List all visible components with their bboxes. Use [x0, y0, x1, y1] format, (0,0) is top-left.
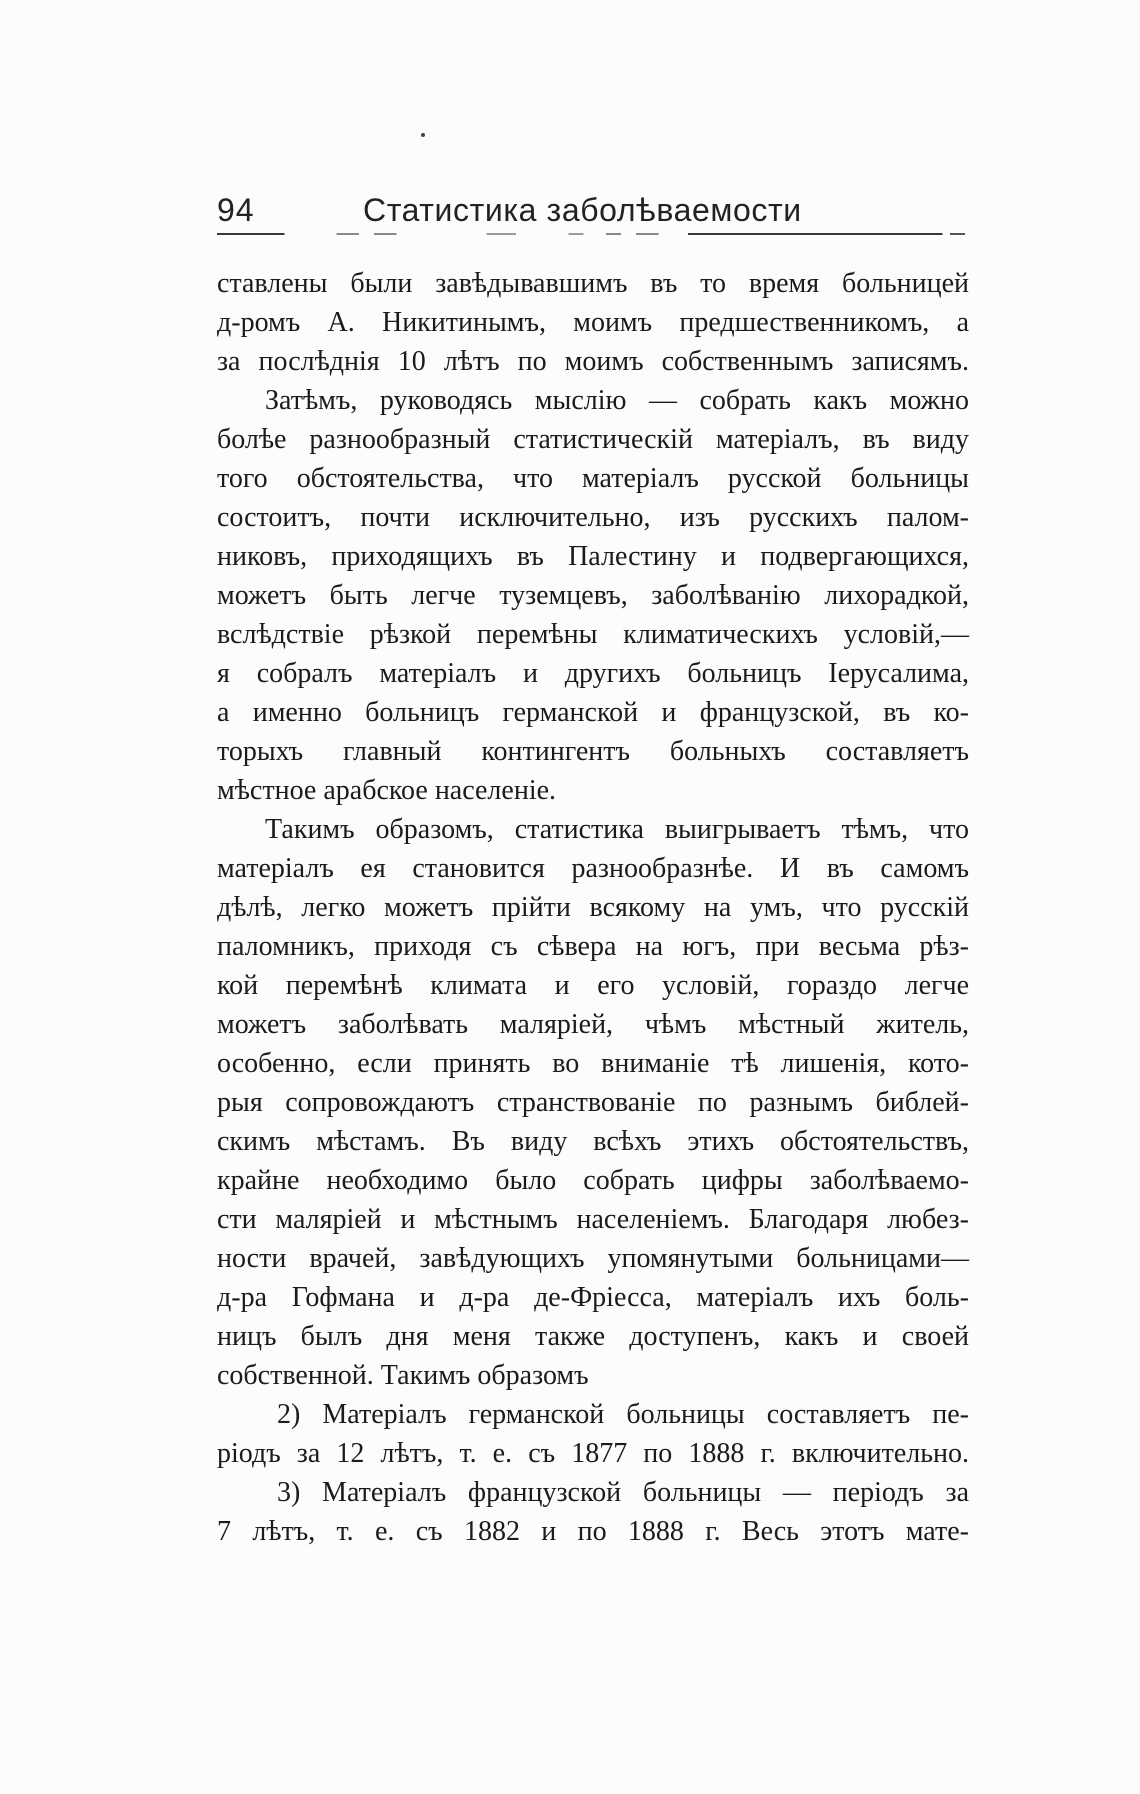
text-line: особенно, если принять во вниманіе тѣ лишенія, кото- — [217, 1048, 969, 1079]
text-line: никовъ, приходящихъ въ Палестину и подвергающихся, — [217, 541, 969, 572]
running-head: Статистика заболѣваемости — [363, 192, 802, 228]
text-line: 2) Матеріалъ германской больницы составляетъ пе- — [277, 1399, 969, 1430]
text-line: торыхъ главный контингентъ больныхъ составляетъ — [217, 736, 969, 767]
text-line: паломникъ, приходя съ сѣвера на югъ, при весьма рѣз- — [217, 931, 969, 962]
text-line: ставлены были завѣдывавшимъ въ то время больницей — [217, 268, 969, 299]
text-line: ницъ былъ дня меня также доступенъ, какъ и своей — [217, 1321, 969, 1352]
header-rule — [217, 233, 965, 235]
page-header — [217, 190, 969, 230]
text-line: крайне необходимо было собрать цифры заболѣваемо- — [217, 1165, 969, 1196]
text-line: вслѣдствіе рѣзкой перемѣны климатическихъ условій,— — [217, 619, 969, 650]
text-line: а именно больницъ германской и французской, въ ко- — [217, 697, 969, 728]
text-line: ріодъ за 12 лѣтъ, т. е. съ 1877 по 1888 г. включительно. — [217, 1438, 969, 1469]
body-text — [217, 264, 969, 1551]
numbered-paragraph — [217, 1395, 969, 1473]
text-line: дѣлѣ, легко можетъ прійти всякому на умъ, что русскій — [217, 892, 969, 923]
text-line: кой перемѣнѣ климата и его условій, гораздо легче — [217, 970, 969, 1001]
numbered-paragraph — [217, 1473, 969, 1551]
paragraph — [217, 810, 969, 1395]
text-line: Такимъ образомъ, статистика выигрываетъ тѣмъ, что — [265, 814, 969, 845]
text-line: состоитъ, почти исключительно, изъ русскихъ палом- — [217, 502, 969, 533]
text-line: рыя сопровождаютъ странствованіе по разнымъ библей- — [217, 1087, 969, 1118]
text-line: 3) Матеріалъ французской больницы — періодъ за — [277, 1477, 969, 1508]
text-line: д-ра Гофмана и д-ра де-Фріесса, матеріалъ ихъ боль- — [217, 1282, 969, 1313]
page-number: 94 — [217, 192, 255, 228]
text-line: 7 лѣтъ, т. е. съ 1882 и по 1888 г. Весь этотъ мате- — [217, 1516, 969, 1547]
text-line: можетъ заболѣвать маляріей, чѣмъ мѣстный житель, — [217, 1009, 969, 1040]
text-line: можетъ быть легче туземцевъ, заболѣванію лихорадкой, — [217, 580, 969, 611]
paragraph — [217, 381, 969, 810]
text-line: я собралъ матеріалъ и другихъ больницъ Іерусалима, — [217, 658, 969, 689]
text-line: сти маляріей и мѣстнымъ населеніемъ. Благодаря любез- — [217, 1204, 969, 1235]
text-line: того обстоятельства, что матеріалъ русской больницы — [217, 463, 969, 494]
text-line: болѣе разнообразный статистическій матеріалъ, въ виду — [217, 424, 969, 455]
text-line: за послѣднія 10 лѣтъ по моимъ собственнымъ записямъ. — [217, 346, 969, 377]
text-line: мѣстное арабское населеніе. — [217, 775, 557, 806]
paragraph — [217, 264, 969, 381]
text-line: матеріалъ ея становится разнообразнѣе. И въ самомъ — [217, 853, 969, 884]
text-line: д-ромъ А. Никитинымъ, моимъ предшественникомъ, а — [217, 307, 969, 338]
text-line: ности врачей, завѣдующихъ упомянутыми больницами— — [217, 1243, 969, 1274]
ink-speck — [421, 133, 425, 137]
text-line: Затѣмъ, руководясь мыслію — собрать какъ можно — [265, 385, 969, 416]
text-line: скимъ мѣстамъ. Въ виду всѣхъ этихъ обстоятельствъ, — [217, 1126, 969, 1157]
text-line: собственной. Такимъ образомъ — [217, 1360, 589, 1391]
